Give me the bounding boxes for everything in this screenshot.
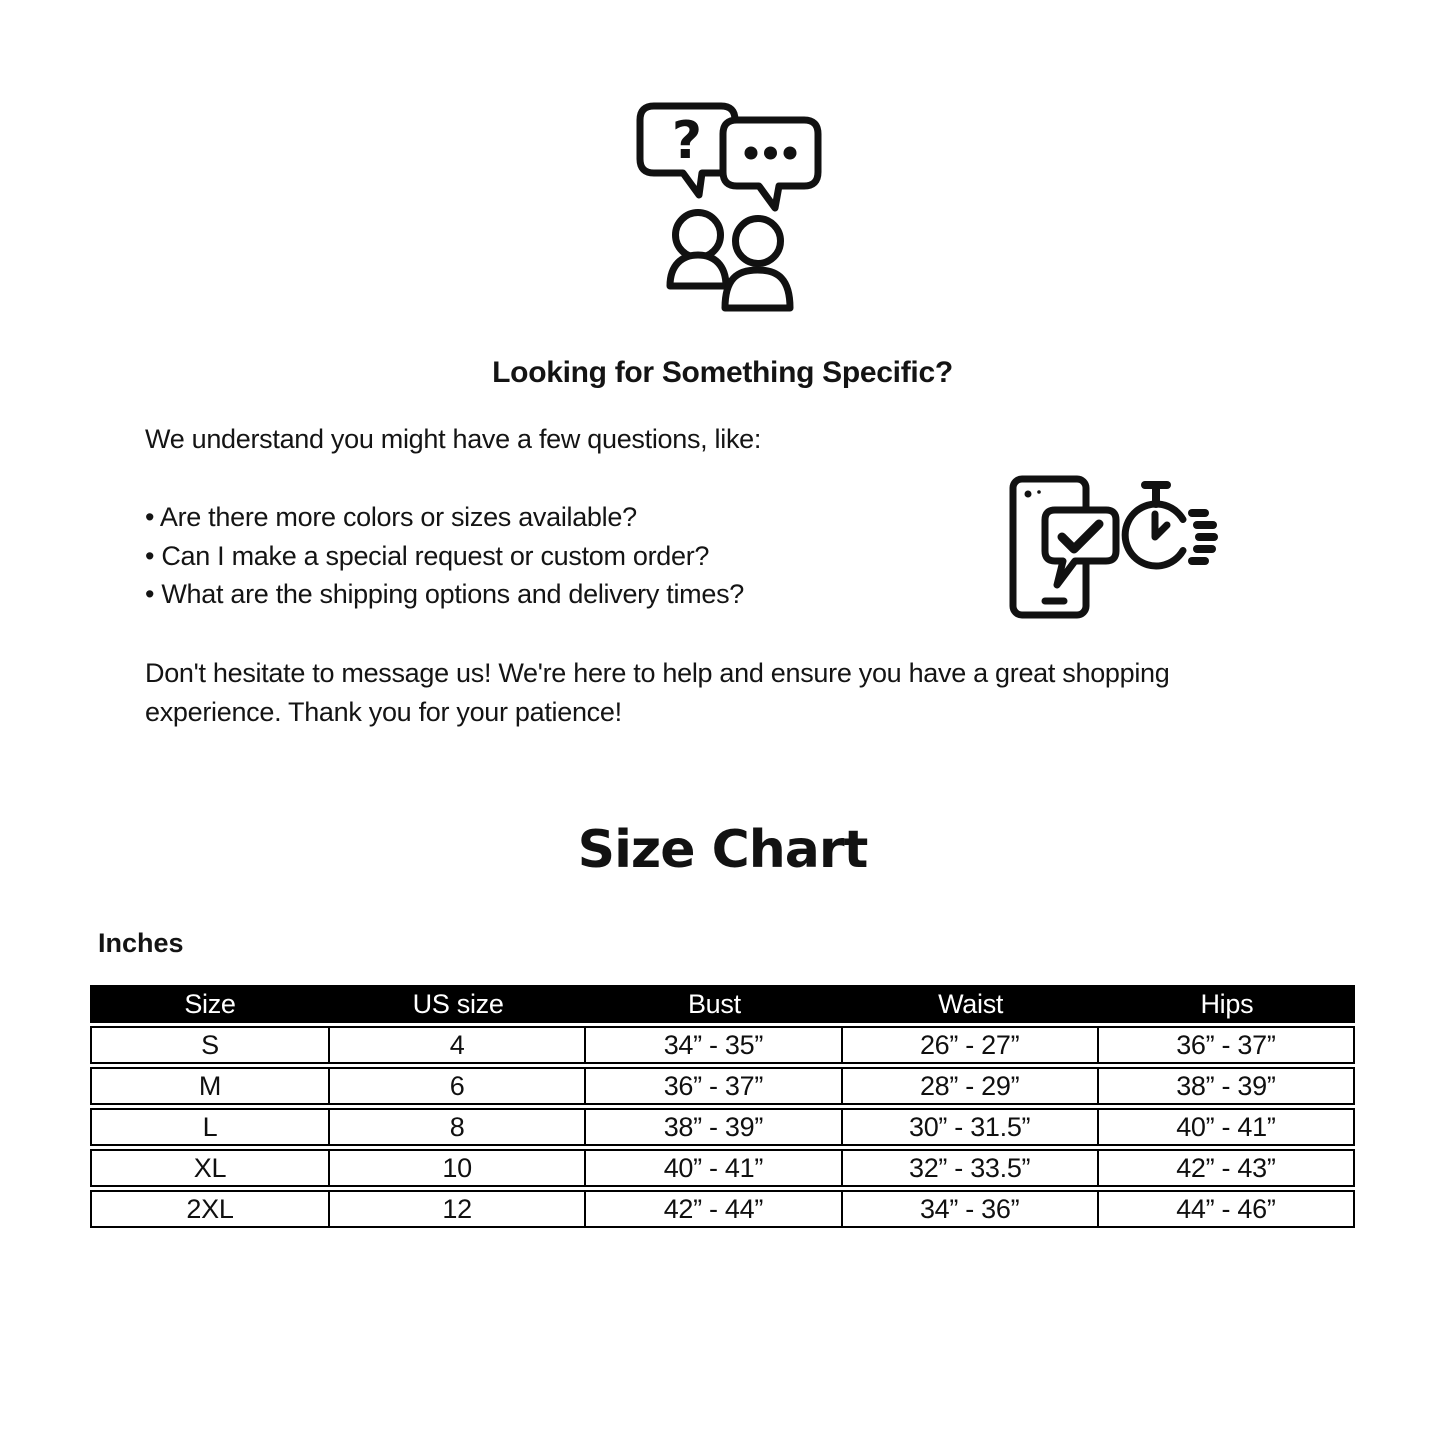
table-row (90, 1026, 1355, 1064)
cell-bust: 38” - 39” (586, 1108, 842, 1146)
question-item: • What are the shipping options and delivery times? (145, 579, 744, 610)
size-chart-table (90, 982, 1355, 1231)
typing-dot (745, 147, 758, 160)
cell-waist: 30” - 31.5” (843, 1108, 1099, 1146)
person-right-body (725, 270, 790, 308)
closing-line: experience. Thank you for your patience! (145, 696, 622, 727)
cell-size: 2XL (90, 1190, 330, 1228)
size-chart-title: Size Chart (577, 820, 868, 880)
cell-us-size: 6 (330, 1067, 586, 1105)
cell-hips: 40” - 41” (1099, 1108, 1355, 1146)
chat-questions-icon (627, 95, 823, 315)
cell-hips: 42” - 43” (1099, 1149, 1355, 1187)
table-row (90, 1067, 1355, 1105)
intro-lead-text: We understand you might have a few questions, like: (145, 424, 762, 454)
question-list (145, 498, 744, 614)
units-label: Inches (98, 928, 184, 958)
cell-size: L (90, 1108, 330, 1146)
closing-line: Don't hesitate to message us! We're here to help and ensure you have a great shopping (145, 658, 1170, 688)
header-row (90, 985, 1355, 1023)
cell-hips: 44” - 46” (1099, 1190, 1355, 1228)
cell-bust: 42” - 44” (586, 1190, 842, 1228)
typing-dot (784, 147, 797, 160)
page-title: Looking for Something Specific? (492, 356, 953, 389)
column-header-size: Size (90, 985, 330, 1023)
typing-dot (764, 147, 777, 160)
question-mark-glyph: ? (671, 111, 703, 171)
column-header-waist: Waist (843, 985, 1099, 1023)
cell-hips: 38” - 39” (1099, 1067, 1355, 1105)
cell-waist: 32” - 33.5” (843, 1149, 1099, 1187)
cell-waist: 28” - 29” (843, 1067, 1099, 1105)
cell-waist: 34” - 36” (843, 1190, 1099, 1228)
quick-reply-timer-icon (1003, 466, 1221, 628)
cell-size: XL (90, 1149, 330, 1187)
person-left-head (676, 213, 721, 258)
cell-waist: 26” - 27” (843, 1026, 1099, 1064)
stopwatch-hand (1155, 514, 1167, 537)
cell-bust: 36” - 37” (586, 1067, 842, 1105)
cell-size: S (90, 1026, 330, 1064)
cell-us-size: 12 (330, 1190, 586, 1228)
cell-hips: 36” - 37” (1099, 1026, 1355, 1064)
cell-us-size: 4 (330, 1026, 586, 1064)
cell-bust: 40” - 41” (586, 1149, 842, 1187)
typing-bubble (723, 120, 818, 208)
column-header-bust: Bust (586, 985, 842, 1023)
person-right-head (736, 219, 781, 264)
phone-camera-speck (1037, 490, 1041, 494)
cell-us-size: 10 (330, 1149, 586, 1187)
column-header-us-size: US size (330, 985, 586, 1023)
question-item: • Are there more colors or sizes available? (145, 502, 637, 532)
phone-camera-dot (1025, 491, 1032, 498)
table-row (90, 1190, 1355, 1228)
person-left-body (670, 255, 726, 286)
table-row (90, 1108, 1355, 1146)
closing-paragraph (145, 654, 1169, 731)
column-header-hips: Hips (1099, 985, 1355, 1023)
question-item: • Can I make a special request or custom order? (145, 540, 710, 571)
cell-us-size: 8 (330, 1108, 586, 1146)
cell-bust: 34” - 35” (586, 1026, 842, 1064)
cell-size: M (90, 1067, 330, 1105)
table-row (90, 1149, 1355, 1187)
